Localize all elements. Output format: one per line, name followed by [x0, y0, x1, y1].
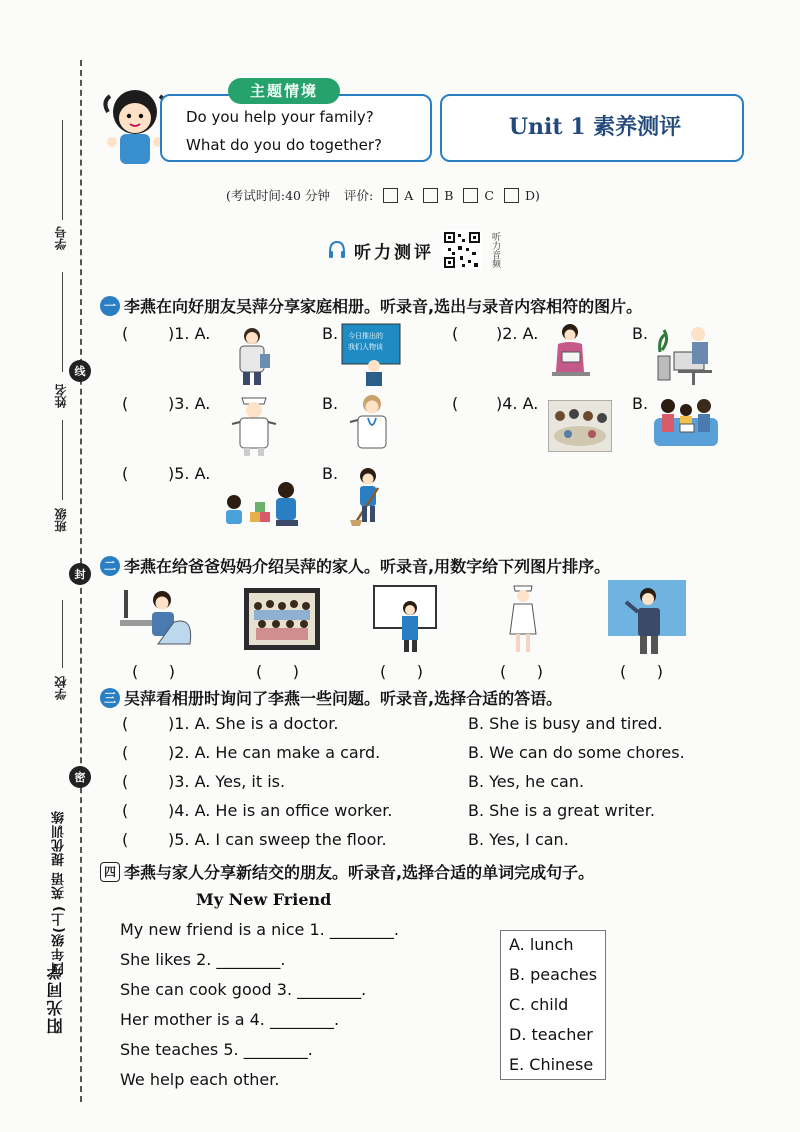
s1-q5-b: B. [322, 464, 339, 483]
section-2-heading [100, 554, 610, 577]
grade-checkbox-d[interactable] [504, 188, 519, 203]
word-option-b: B. peaches [509, 965, 598, 984]
section-1-instruction: 李燕在向好朋友吴萍分享家庭相册。听录音,选出与录音内容相符的图片。 [124, 297, 643, 316]
passage-line-5: She teaches 5. ________. [120, 1040, 313, 1059]
passage-line-1: My new friend is a nice 1. ________. [120, 920, 399, 939]
answer-paren: ( [122, 394, 129, 413]
s1-q1-label: )1. A. [168, 324, 211, 343]
order-blank-1[interactable]: ( ) [132, 662, 175, 681]
office-worker-image [232, 326, 276, 386]
man-computer-image [654, 322, 716, 386]
passage-line-6: We help each other. [120, 1070, 280, 1089]
family-picnic-image [548, 400, 612, 452]
s3-q3-b: B. Yes, he can. [468, 772, 585, 791]
section-2-instruction: 李燕在给爸爸妈妈介绍吴萍的家人。听录音,用数字给下列图片排序。 [124, 557, 611, 576]
grade-checkbox-a[interactable] [383, 188, 398, 203]
s1-q2-label: )2. A. [496, 324, 539, 343]
passage-line-4: Her mother is a 4. ________. [120, 1010, 340, 1029]
s3-q5-b: B. Yes, I can. [468, 830, 569, 849]
s3-q4-a: )4. A. He is an office worker. [168, 801, 393, 820]
answer-paren: ( [122, 830, 129, 849]
section-1-heading [100, 294, 642, 317]
answer-paren: ( [122, 324, 129, 343]
doctor-image [346, 392, 398, 456]
headphone-icon [328, 240, 346, 260]
teacher-pointing-image [608, 580, 686, 654]
answer-paren: ( [452, 394, 459, 413]
book-title: 四年级(上) 英语 提优训练 [52, 810, 67, 975]
answer-paren: ( [122, 772, 129, 791]
theme-question-2: What do you do together? [186, 136, 382, 154]
s1-q4-label: )4. A. [496, 394, 539, 413]
word-option-a: A. lunch [509, 935, 574, 954]
bind-mark-seal: 封 [69, 563, 91, 585]
grade-checkbox-b[interactable] [423, 188, 438, 203]
s3-q1-b: B. She is busy and tired. [468, 714, 663, 733]
section-4-instruction: 李燕与家人分享新结交的朋友。听录音,选择合适的单词完成句子。 [124, 863, 595, 882]
listening-header [328, 230, 500, 270]
grade-d-label: D) [524, 187, 540, 203]
qr-code-icon[interactable] [442, 230, 482, 270]
qr-label: 听力音频 [490, 232, 500, 268]
order-blank-4[interactable]: ( ) [500, 662, 543, 681]
grade-b-label: B [444, 187, 454, 203]
s3-q2-b: B. We can do some chores. [468, 743, 685, 762]
order-blank-2[interactable]: ( ) [256, 662, 299, 681]
family-reading-image [652, 394, 720, 452]
name-line [62, 272, 63, 372]
word-option-d: D. teacher [509, 1025, 593, 1044]
svg-text:我们人物谈: 我们人物谈 [348, 343, 383, 351]
teacher-at-board-image [372, 582, 438, 652]
theme-tag: 主题情境 [228, 78, 340, 104]
kids-playing-blocks-image [220, 476, 304, 530]
s3-q1-a: )1. A. She is a doctor. [168, 714, 339, 733]
svg-text:今日推出的: 今日推出的 [348, 332, 383, 340]
writer-board-image [340, 322, 406, 386]
s1-q3-b: B. [322, 394, 339, 413]
s1-q5-label: )5. A. [168, 464, 211, 483]
answer-paren: ( [122, 714, 129, 733]
answer-paren: ( [122, 743, 129, 762]
nurse-image [228, 392, 280, 456]
answer-paren: ( [122, 464, 129, 483]
unit-title: Unit 1 素养测评 [508, 114, 682, 140]
s1-q4-b: B. [632, 394, 649, 413]
section-4-heading [100, 860, 594, 883]
s3-q4-b: B. She is a great writer. [468, 801, 655, 820]
grade-c-label: C [484, 187, 494, 203]
answer-paren: ( [122, 801, 129, 820]
section-3-heading [100, 686, 562, 709]
student-number-line [62, 120, 63, 220]
word-option-e: E. Chinese [509, 1055, 594, 1074]
bind-mark-secret: 密 [69, 766, 91, 788]
name-label: 姓名 [54, 384, 68, 408]
man-at-computer-image [118, 586, 200, 652]
rating-label: 评价: [343, 188, 374, 203]
listening-title: 听力测评 [354, 242, 434, 263]
section-1-number: 一 [100, 296, 120, 316]
s3-q3-a: )3. A. Yes, it is. [168, 772, 286, 791]
bind-mark-line: 线 [69, 360, 91, 382]
passage-title: My New Friend [196, 890, 332, 909]
class-line [62, 420, 63, 500]
order-blank-3[interactable]: ( ) [380, 662, 423, 681]
passage-line-2: She likes 2. ________. [120, 950, 286, 969]
nurse-standing-image [506, 580, 540, 654]
section-3-instruction: 吴萍看相册时询问了李燕一些问题。听录音,选择合适的答语。 [124, 689, 563, 708]
theme-question-1: Do you help your family? [186, 108, 374, 126]
exam-time: (考试时间:40 分钟 [226, 188, 330, 203]
school-label: 学校 [54, 676, 68, 700]
s3-q5-a: )5. A. I can sweep the floor. [168, 830, 387, 849]
family-photo-frame-image [244, 588, 320, 650]
s1-q3-label: )3. A. [168, 394, 211, 413]
binding-margin [0, 0, 100, 1132]
grade-checkbox-c[interactable] [463, 188, 478, 203]
section-2-number: 二 [100, 556, 120, 576]
boy-sweeping-image [346, 466, 390, 528]
exam-info [226, 186, 540, 204]
s1-q1-b: B. [322, 324, 339, 343]
section-4-number: 四 [100, 862, 120, 882]
student-number-label: 学号 [54, 226, 68, 250]
class-label: 班级 [54, 508, 68, 532]
mother-reading-image [548, 322, 594, 384]
s1-q2-b: B. [632, 324, 649, 343]
brand-logo-text: 阳光同学 [46, 962, 65, 1034]
school-line [62, 600, 63, 668]
s3-q2-a: )2. A. He can make a card. [168, 743, 381, 762]
word-option-c: C. child [509, 995, 569, 1014]
answer-paren: ( [452, 324, 459, 343]
word-bank [500, 930, 606, 1080]
passage-line-3: She can cook good 3. ________. [120, 980, 367, 999]
section-3-number: 三 [100, 688, 120, 708]
order-blank-5[interactable]: ( ) [620, 662, 663, 681]
grade-a-label: A [404, 187, 414, 203]
